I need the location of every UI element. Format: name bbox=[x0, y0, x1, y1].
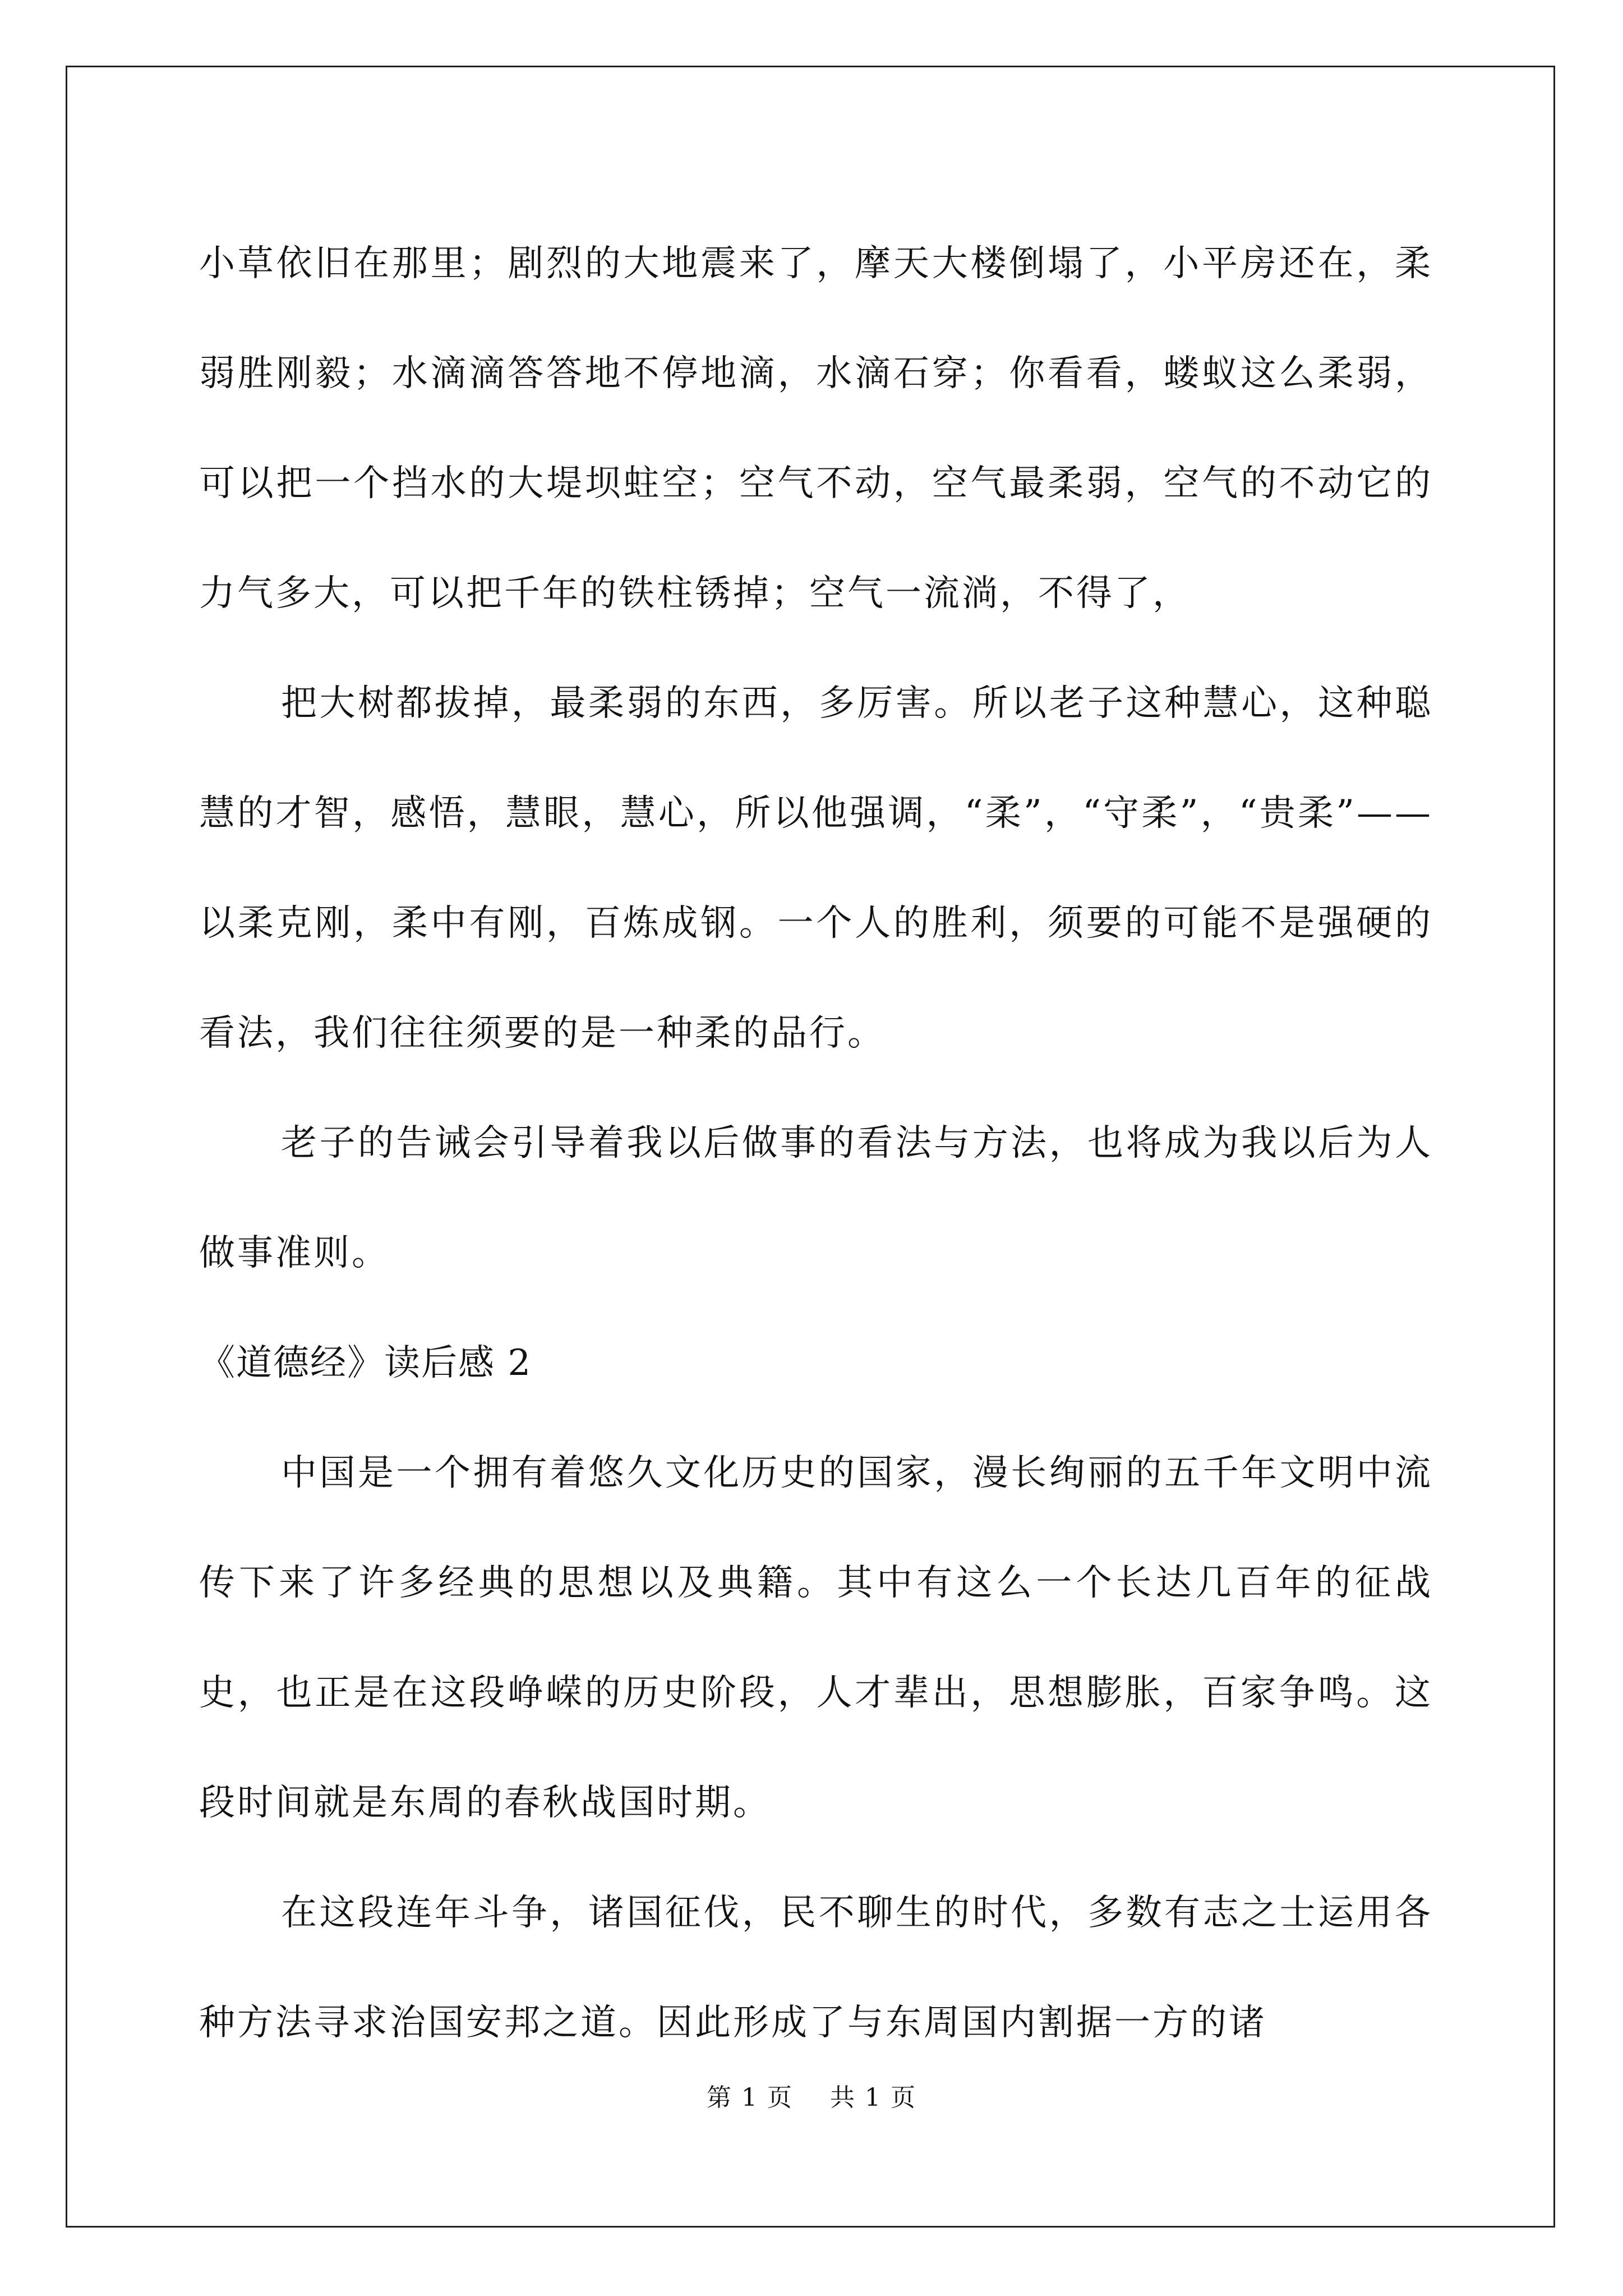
section-heading: 《道德经》读后感 2 bbox=[199, 1342, 532, 1384]
page-total: 共 1 页 bbox=[830, 2083, 916, 2112]
paragraph: 中国是一个拥有着悠久文化历史的国家，漫长绚丽的五千年文明中流传下来了许多经典的思想以及典籍。其中有这么一个长达几百年的征战史，也正是在这段峥嵘的历史阶段，人才辈出，思想膨胀，百家争鸣。这段时间就是东周的春秋战国时期。 bbox=[199, 1452, 1433, 1824]
paragraph: 小草依旧在那里；剧烈的大地震来了，摩天大楼倒塌了，小平房还在，柔弱胜刚毅；水滴滴答答地不停地滴，水滴石穿；你看看，蝼蚁这么柔弱，可以把一个挡水的大堤坝蛀空；空气不动，空气最柔弱，空气的不动它的力气多大，可以把千年的铁柱锈掉；空气一流淌，不得了， bbox=[199, 243, 1433, 614]
page-footer bbox=[0, 2081, 1623, 2115]
page-number: 第 1 页 bbox=[707, 2083, 793, 2112]
paragraph: 在这段连年斗争，诸国征伐，民不聊生的时代，多数有志之士运用各种方法寻求治国安邦之道。因此形成了与东周国内割据一方的诸 bbox=[199, 1892, 1433, 2044]
paragraph: 把大树都拔掉，最柔弱的东西，多厉害。所以老子这种慧心，这种聪慧的才智，感悟，慧眼，慧心，所以他强调，“柔”，“守柔”，“贵柔”——以柔克刚，柔中有刚，百炼成钢。一个人的胜利，须要的可能不是强硬的看法，我们往往须要的是一种柔的品行。 bbox=[199, 683, 1433, 1054]
document-body bbox=[199, 209, 1433, 2078]
paragraph: 老子的告诫会引导着我以后做事的看法与方法，也将成为我以后为人做事准则。 bbox=[199, 1122, 1433, 1274]
